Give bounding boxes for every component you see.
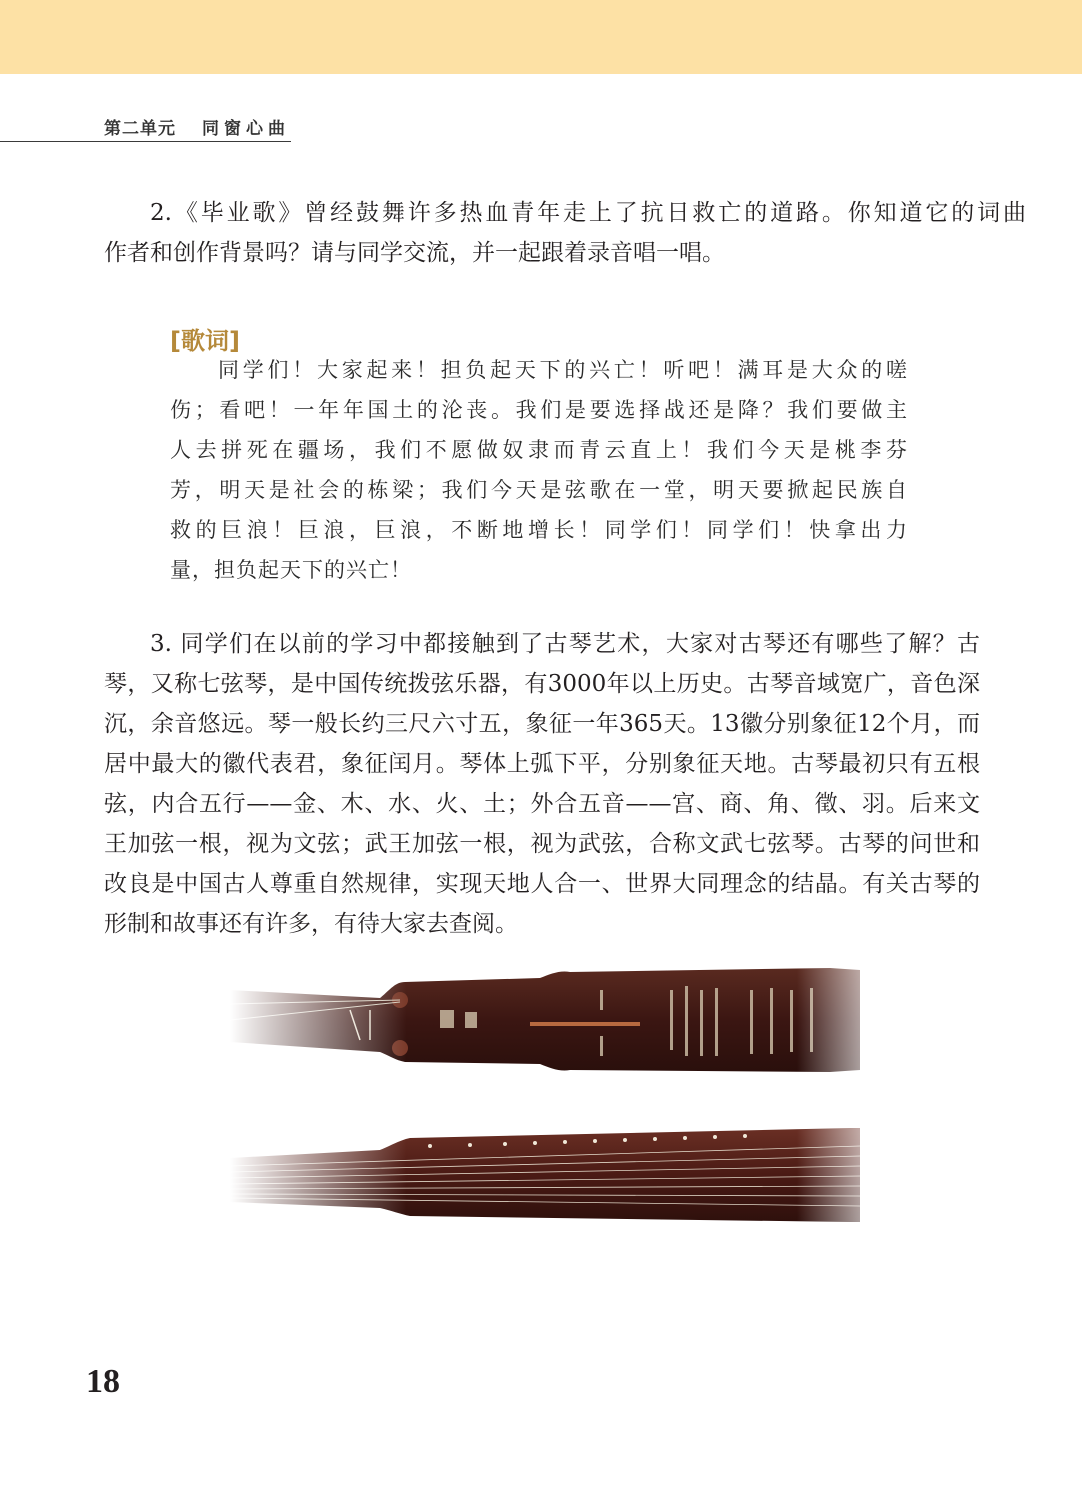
- question-3-line: 沉，余音悠远。琴一般长约三尺六寸五，象征一年365天。13徽分别象征12个月，而: [104, 711, 980, 737]
- lyrics-heading: [歌词]: [170, 327, 240, 355]
- lyrics-line: 人去拼死在疆场，我们不愿做奴隶而青云直上！我们今天是桃李芬: [170, 438, 908, 462]
- question-2-line: 2.《毕业歌》曾经鼓舞许多热血青年走上了抗日救亡的道路。你知道它的词曲: [150, 200, 1026, 226]
- question-3-line: 弦，内合五行——金、木、水、火、土；外合五音——宫、商、角、徵、羽。后来文: [104, 791, 980, 817]
- question-3-line: 琴，又称七弦琴，是中国传统拨弦乐器，有3000年以上历史。古琴音域宽广，音色深: [104, 671, 980, 697]
- running-header: [104, 114, 290, 139]
- guqin-photo: [230, 960, 860, 1250]
- question-3-line: 改良是中国古人尊重自然规律，实现天地人合一、世界大同理念的结晶。有关古琴的: [104, 871, 980, 897]
- question-3-line: 居中最大的徽代表君，象征闰月。琴体上弧下平，分别象征天地。古琴最初只有五根: [104, 751, 980, 777]
- question-3: [104, 624, 980, 944]
- lyrics-line: 量，担负起天下的兴亡！: [170, 558, 412, 582]
- lyrics-line: 救的巨浪！巨浪，巨浪，不断地增长！同学们！同学们！快拿出力: [170, 518, 908, 542]
- unit-label: 第二单元: [104, 119, 176, 139]
- top-color-band: [0, 0, 1082, 74]
- question-3-line: 3. 同学们在以前的学习中都接触到了古琴艺术，大家对古琴还有哪些了解？古: [150, 631, 980, 657]
- page-number: 18: [86, 1363, 120, 1400]
- unit-title: 同窗心曲: [202, 119, 290, 139]
- lyrics-line: 芳，明天是社会的栋梁；我们今天是弦歌在一堂，明天要掀起民族自: [170, 478, 908, 502]
- question-2-line: 作者和创作背景吗？请与同学交流，并一起跟着录音唱一唱。: [104, 240, 725, 266]
- question-2: [104, 193, 1026, 273]
- question-3-line: 王加弦一根，视为文弦；武王加弦一根，视为武弦，合称文武七弦琴。古琴的问世和: [104, 831, 980, 857]
- header-rule: [0, 141, 291, 142]
- lyrics-line: 伤；看吧！一年年国土的沦丧。我们是要选择战还是降？我们要做主: [170, 398, 908, 422]
- question-3-line: 形制和故事还有许多，有待大家去查阅。: [104, 911, 518, 937]
- lyrics-line: 同学们！大家起来！担负起天下的兴亡！听吧！满耳是大众的嗟: [218, 358, 908, 382]
- lyrics-block: [170, 350, 908, 590]
